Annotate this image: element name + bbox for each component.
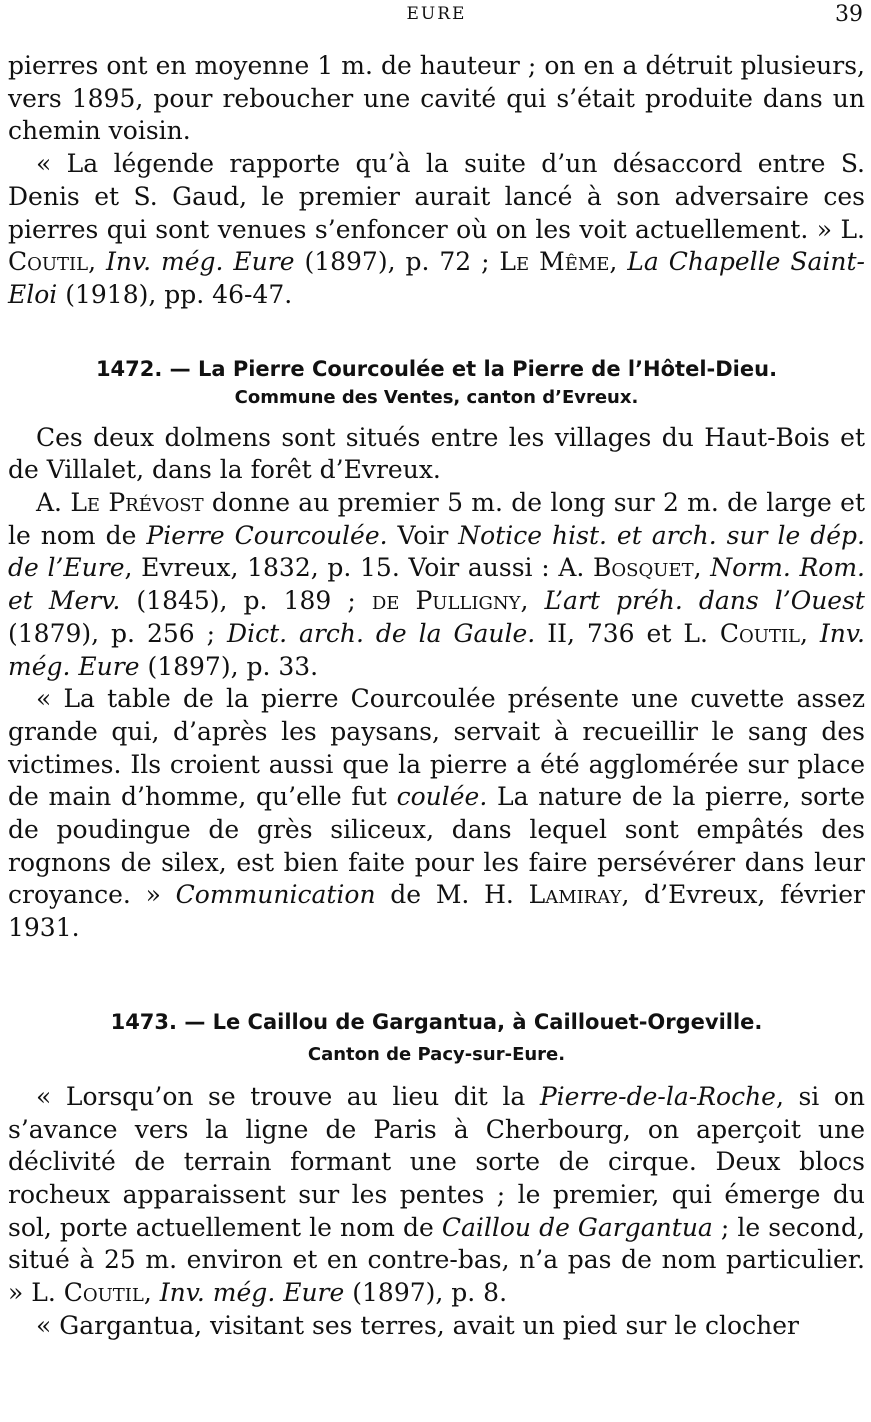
entry-1472-paragraph-2 bbox=[8, 487, 865, 683]
text-run: (1897), p. 33. bbox=[139, 651, 319, 681]
author-name: Le Même bbox=[499, 247, 610, 277]
text-run: « La légende rapporte qu’à la suite d’un désaccord entre S. Denis et S. Gaud, le premier aurait lancé à son adversaire ces pierres qui sont venues s’enfoncer où on les voit actuellement. » L. bbox=[8, 149, 865, 244]
citation-title: Inv. még. Eure bbox=[159, 1278, 345, 1308]
entry-1472-paragraph-1: Ces deux dolmens sont situés entre les villages du Haut-Bois et de Villalet, dans la forêt d’Evreux. bbox=[8, 422, 865, 485]
citation-title: Notice hist. et arch. sur le dép. de l’Eure bbox=[8, 520, 865, 583]
author-name: Coutil bbox=[719, 618, 800, 648]
page-body bbox=[8, 50, 865, 1343]
citation-title: Pierre Courcoulée. bbox=[146, 520, 388, 550]
citation-title: L’art préh. dans l’Ouest bbox=[544, 586, 865, 616]
text-run: , si on s’avance vers la ligne de Paris à Cherbourg, on aperçoit une déclivité de terrain formant une sorte de cirque. Deux blocs rocheux apparaissent sur les pentes ; le premier, qui émerge du sol, porte actuellement le nom de bbox=[8, 1081, 865, 1242]
citation-title: Inv. még. Eure bbox=[8, 618, 865, 681]
text-run: « La table de la pierre Courcoulée présente une cuvette assez grande qui, d’après les paysans, servait à recueillir le sang des victimes. Ils croient aussi que la pierre a été agglomérée sur place de main d’homme, qu’elle fut bbox=[8, 684, 865, 812]
text-run: A. bbox=[36, 488, 71, 518]
author-name: Le Prévost bbox=[70, 488, 204, 518]
text-run: (1897), p. 72 ; bbox=[294, 247, 500, 277]
entry-1473-paragraph-1 bbox=[8, 1081, 865, 1310]
text-run: , d’Evreux, février 1931. bbox=[8, 880, 865, 943]
citation-title: La Chapelle Saint-Eloi bbox=[8, 247, 866, 309]
text-run: , bbox=[609, 247, 628, 277]
author-name: Coutil bbox=[8, 247, 89, 277]
text-run: , bbox=[693, 553, 711, 583]
place-name: Pierre-de-la-Roche bbox=[539, 1081, 776, 1111]
text-run: , Evreux, 1832, p. 15. Voir aussi : A. bbox=[124, 553, 594, 583]
text-run: II, 736 et L. bbox=[535, 618, 720, 648]
page-number: 39 bbox=[835, 2, 863, 27]
text-run: Voir bbox=[387, 520, 459, 550]
citation-title: Dict. arch. de la Gaule. bbox=[227, 618, 536, 648]
entry-1473-paragraph-2: « Gargantua, visitant ses terres, avait un pied sur le clocher bbox=[36, 1310, 799, 1340]
text-run: (1897), p. 8. bbox=[344, 1278, 508, 1308]
text-run: (1879), p. 256 ; bbox=[8, 618, 228, 648]
place-name: Caillou de Gargantua bbox=[441, 1212, 713, 1242]
running-title: EURE bbox=[406, 4, 467, 24]
emphasis: Communication bbox=[175, 880, 376, 910]
text-run: « Lorsqu’on se trouve au lieu dit la bbox=[36, 1081, 540, 1111]
page-header bbox=[8, 2, 865, 26]
entry-1472-paragraph-3 bbox=[8, 683, 865, 945]
author-name: Lamiray bbox=[528, 880, 622, 910]
text-run: de M. H. bbox=[375, 880, 529, 910]
text-run: , bbox=[799, 618, 820, 648]
intro-paragraph-2 bbox=[8, 148, 865, 312]
entry-1472-subtitle: Commune des Ventes, canton d’Evreux. bbox=[234, 386, 639, 408]
intro-paragraph-1: pierres ont en moyenne 1 m. de hauteur ; on en a détruit plusieurs, vers 1895, pour reboucher une cavité qui s’était produite dans un chemin voisin. bbox=[8, 51, 865, 146]
citation-title: Norm. Rom. et Merv. bbox=[8, 553, 865, 616]
author-name: Bosquet bbox=[593, 553, 694, 583]
text-run: La nature de la pierre, sorte de poudingue de grès siliceux, dans lequel sont empâtés des rognons de silex, est bien faite pour les faire persévérer dans leur croyance. » bbox=[8, 782, 866, 910]
author-name: Coutil bbox=[63, 1278, 144, 1308]
text-run: (1918), pp. 46-47. bbox=[57, 279, 293, 309]
text-run: , bbox=[88, 247, 107, 277]
citation-title: Inv. még. Eure bbox=[106, 247, 295, 277]
entry-1473-title: 1473. — Le Caillou de Gargantua, à Caillouet-Orgeville. bbox=[110, 1009, 763, 1034]
text-run: , bbox=[520, 586, 545, 616]
text-run: ; le second, situé à 25 m. environ et en contre-bas, n’a pas de nom particulier. » L. bbox=[8, 1212, 865, 1308]
emphasis: coulée. bbox=[396, 782, 488, 812]
text-run: (1845), p. 189 ; bbox=[120, 586, 372, 616]
text-run: donne au premier 5 m. de long sur 2 m. de large et le nom de bbox=[8, 488, 865, 550]
entry-1472-title: 1472. — La Pierre Courcoulée et la Pierre de l’Hôtel-Dieu. bbox=[95, 356, 778, 381]
author-name: de Pulligny bbox=[371, 586, 521, 616]
entry-1473-subtitle: Canton de Pacy-sur-Eure. bbox=[307, 1043, 566, 1065]
text-run: , bbox=[143, 1278, 160, 1308]
